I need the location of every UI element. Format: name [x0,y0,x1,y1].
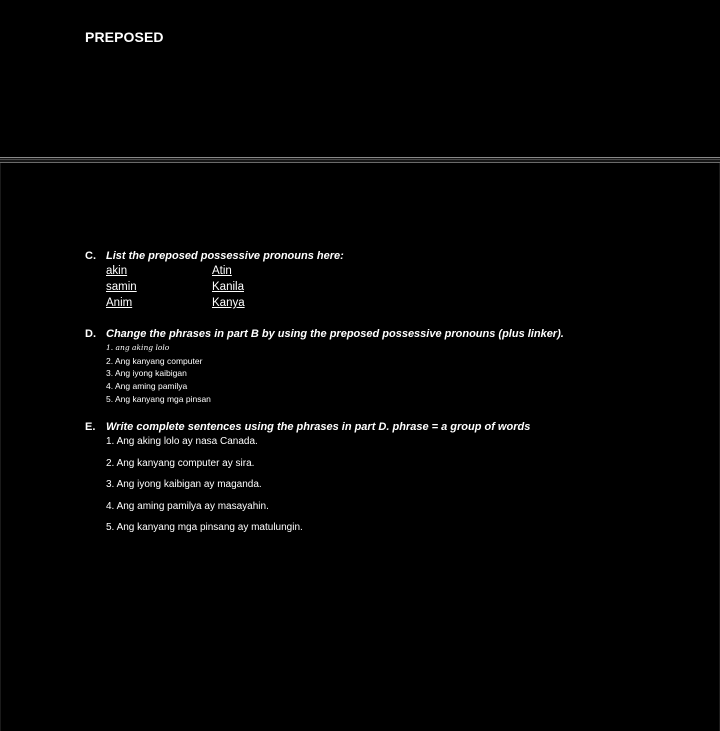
section-c-heading: List the preposed possessive pronouns here: [106,250,344,262]
pronoun-right-3: Kanya [212,297,245,309]
pronoun-left-1: akin [106,265,128,277]
section-e-letter: E. [85,421,96,433]
e-item-3: 3. Ang iyong kaibigan ay maganda. [106,479,262,490]
pronoun-right-1: Atin [212,265,232,277]
pronoun-left-2: samin [106,281,137,293]
page-title: PREPOSED [85,29,164,45]
worksheet-panel [0,163,720,731]
d-item-2: 2. Ang kanyang computer [106,356,203,366]
d-item-4: 4. Ang aming pamilya [106,381,188,391]
d-item-1: 1. ang aking lolo [106,343,170,352]
section-e-heading: Write complete sentences using the phrases in part D. phrase = a group of words [106,421,531,433]
e-item-2: 2. Ang kanyang computer ay sira. [106,458,255,469]
d-item-3: 3. Ang iyong kaibigan [106,368,187,378]
pronoun-left-3: Anim [106,297,133,309]
pronoun-right-2: Kanila [212,281,244,293]
section-d-heading: Change the phrases in part B by using the preposed possessive pronouns (plus linker). [106,328,564,340]
e-item-1: 1. Ang aking lolo ay nasa Canada. [106,436,258,447]
d-item-5: 5. Ang kanyang mga pinsan [106,394,211,404]
title-slide-panel [0,0,720,158]
section-c-letter: C. [85,250,96,262]
e-item-4: 4. Ang aming pamilya ay masayahin. [106,501,269,512]
slide-divider-line [0,159,720,160]
e-item-5: 5. Ang kanyang mga pinsang ay matulungin. [106,522,303,533]
section-d-letter: D. [85,328,96,340]
